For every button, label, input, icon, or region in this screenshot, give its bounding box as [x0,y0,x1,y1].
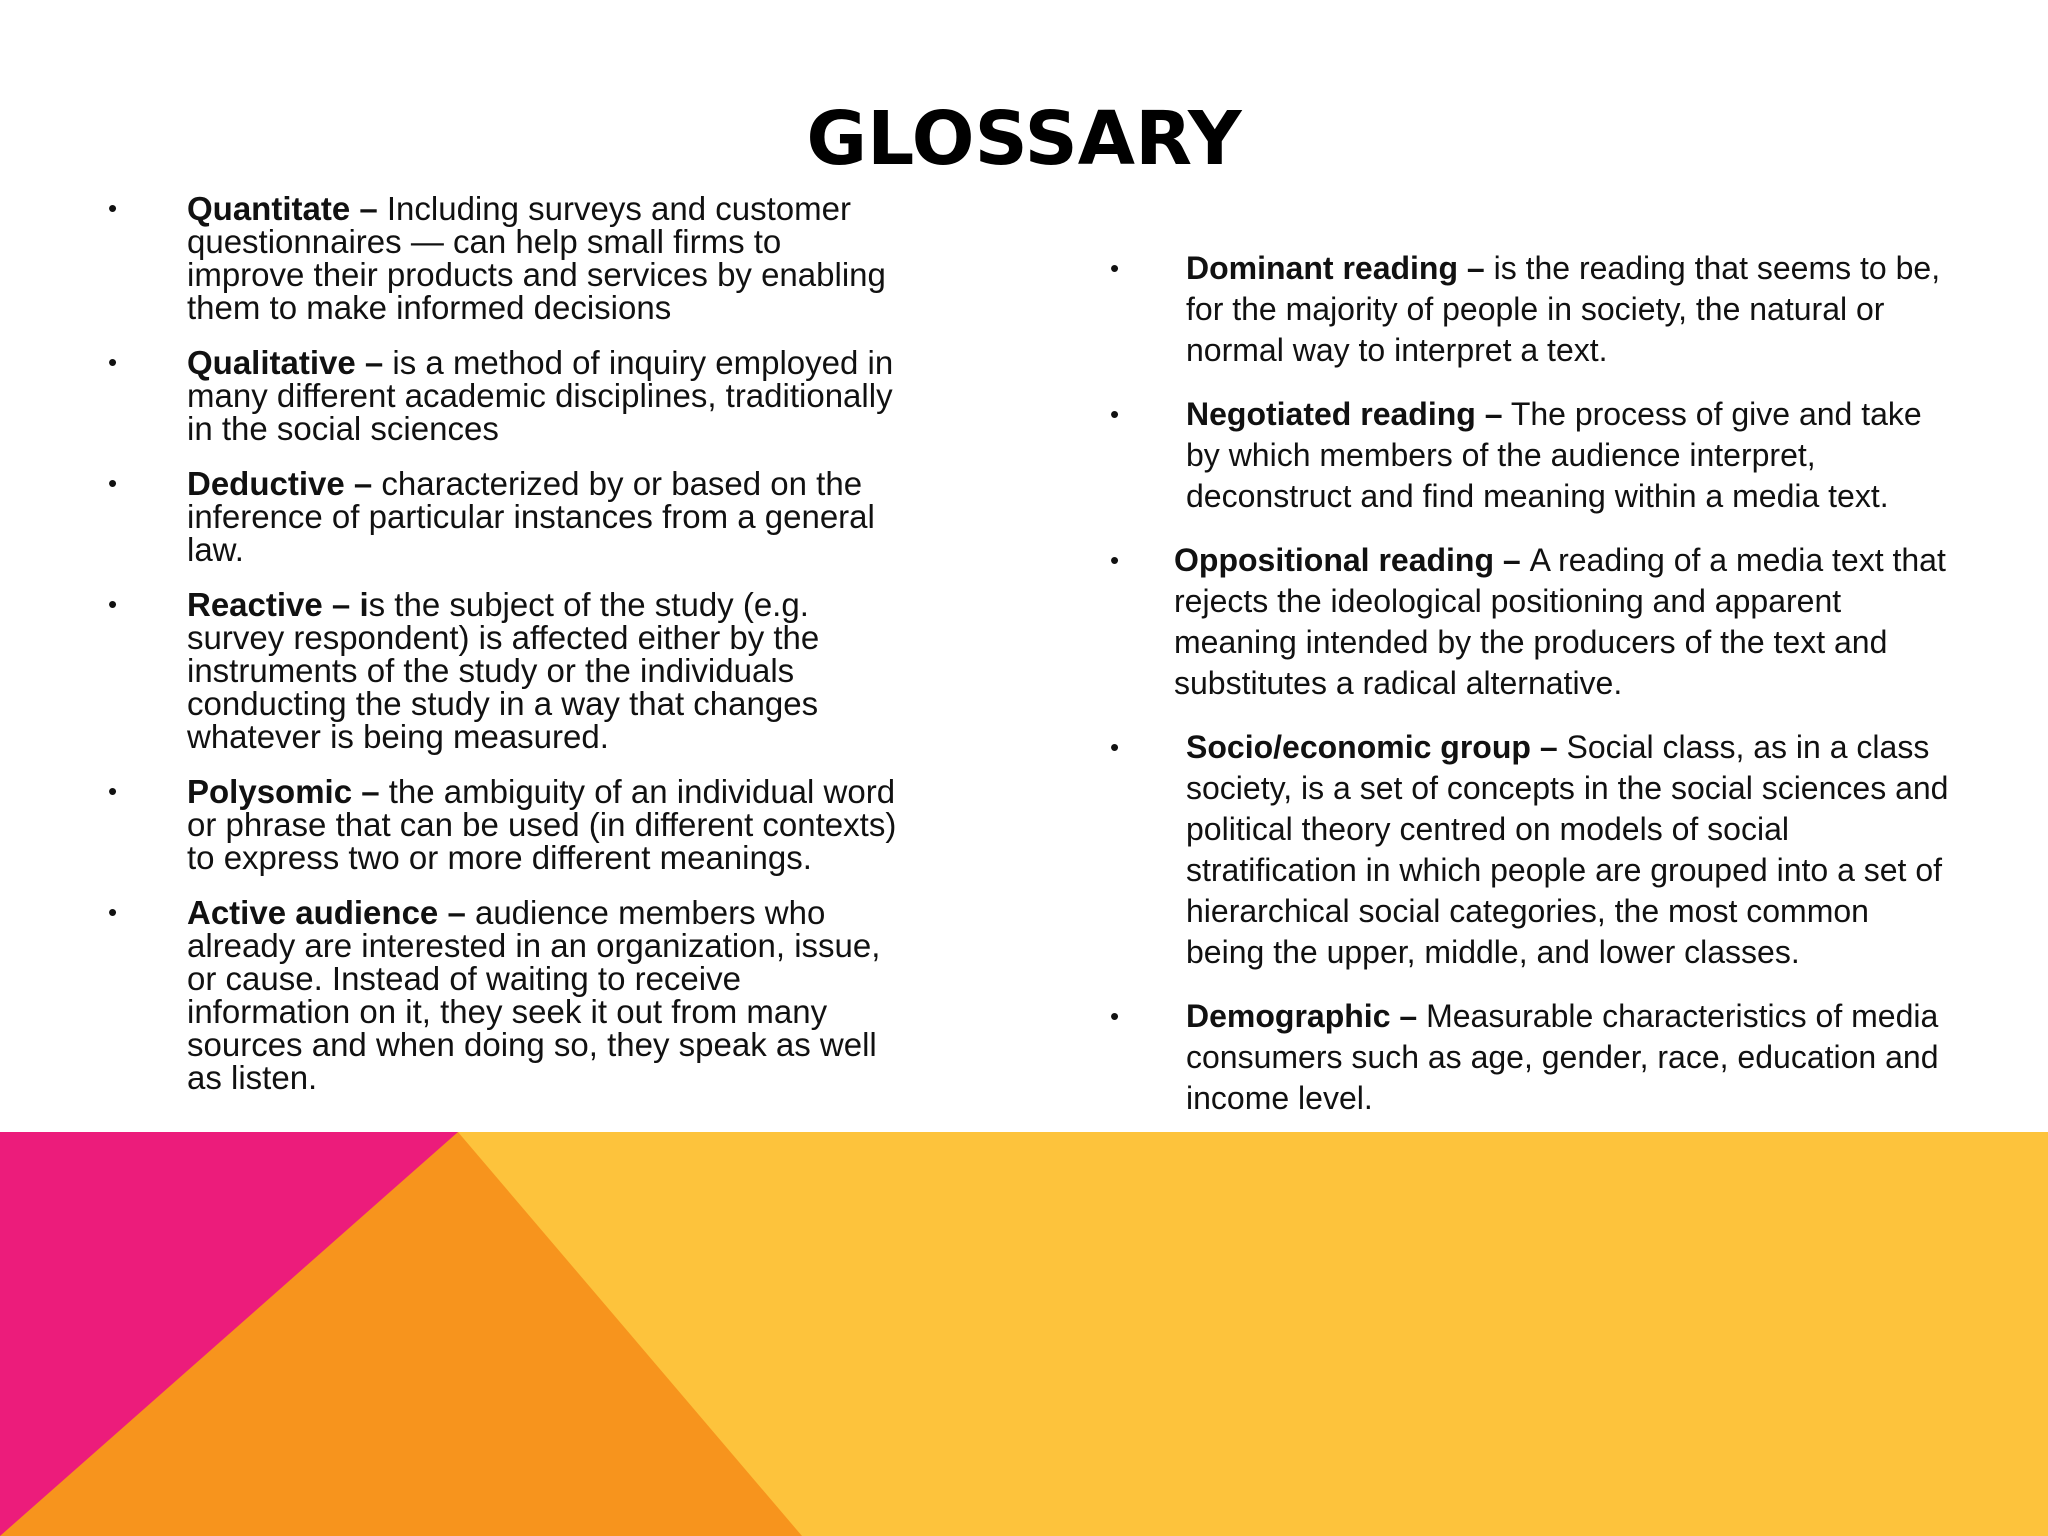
glossary-item [0,248,1956,371]
glossary-term: Polysomic – [187,773,380,810]
bullet: • [1110,545,1120,575]
glossary-term: Quantitate – [187,190,378,227]
bullet: • [108,897,118,927]
glossary-definition: the ambiguity of an individual word or phrase that can be used (in different contexts) to express two or more different meanings. [187,773,897,876]
glossary-term: Qualitative – [187,344,393,381]
glossary-term: Demographic – [1186,998,1418,1034]
glossary-definition: characterized by or based on the inference of particular instances from a general law. [187,465,875,568]
glossary-definition: is the reading that seems to be, for the majority of people in society, the natural or normal way to interpret a text. [1186,250,1941,368]
bullet: • [108,776,118,806]
bullet: • [108,347,118,377]
glossary-item [0,996,1956,1119]
glossary-term: Dominant reading – [1186,250,1485,286]
glossary-definition: Social class, as in a class society, is a set of concepts in the social sciences and political theory centred on models of social stratification in which people are grouped into a set of hierarchical social categories, the most common being the upper, middle, and lower classes. [1186,729,1949,970]
glossary-definition: is a method of inquiry employed in many different academic disciplines, traditionally in the social sciences [187,344,894,447]
glossary-term: Socio/economic group – [1186,729,1558,765]
glossary-right-column [0,248,2048,1142]
glossary-definition: Measurable characteristics of media consumers such as age, gender, race, education and income level. [1186,998,1939,1116]
bullet: • [108,589,118,619]
glossary-term: Oppositional reading – [1174,542,1530,578]
page-title: GLOSSARY [806,96,1242,182]
bullet: • [1110,1001,1120,1031]
bullet: • [1110,399,1120,429]
bullet: • [1110,253,1120,283]
glossary-item [0,727,1956,973]
glossary-definition: audience members who already are interested in an organization, issue, or cause. Instead of waiting to receive information on it, they seek it out from many sources and when doing so, they speak as well as listen. [187,894,881,1096]
glossary-definition: s the subject of the study (e.g. survey respondent) is affected either by the instruments of the study or the individuals conducting the study in a way that changes whatever is being measured. [187,586,820,755]
glossary-item [0,540,1956,704]
bullet: • [108,468,118,498]
glossary-definition: Including surveys and customer questionnaires — can help small firms to improve their products and services by enabling them to make informed decisions [187,190,886,326]
glossary-term: Reactive – i [187,586,369,623]
glossary-term: Active audience – [187,894,466,931]
bullet: • [108,193,118,223]
bullet: • [1110,732,1120,762]
glossary-definition: The process of give and take by which members of the audience interpret, deconstruct and find meaning within a media text. [1186,396,1922,514]
glossary-definition: A reading of a media text that rejects the ideological positioning and apparent meaning intended by the producers of the text and substitutes a radical alternative. [1174,542,1946,701]
glossary-item [0,394,1956,517]
glossary-term: Negotiated reading – [1186,396,1503,432]
glossary-term: Deductive – [187,465,373,502]
